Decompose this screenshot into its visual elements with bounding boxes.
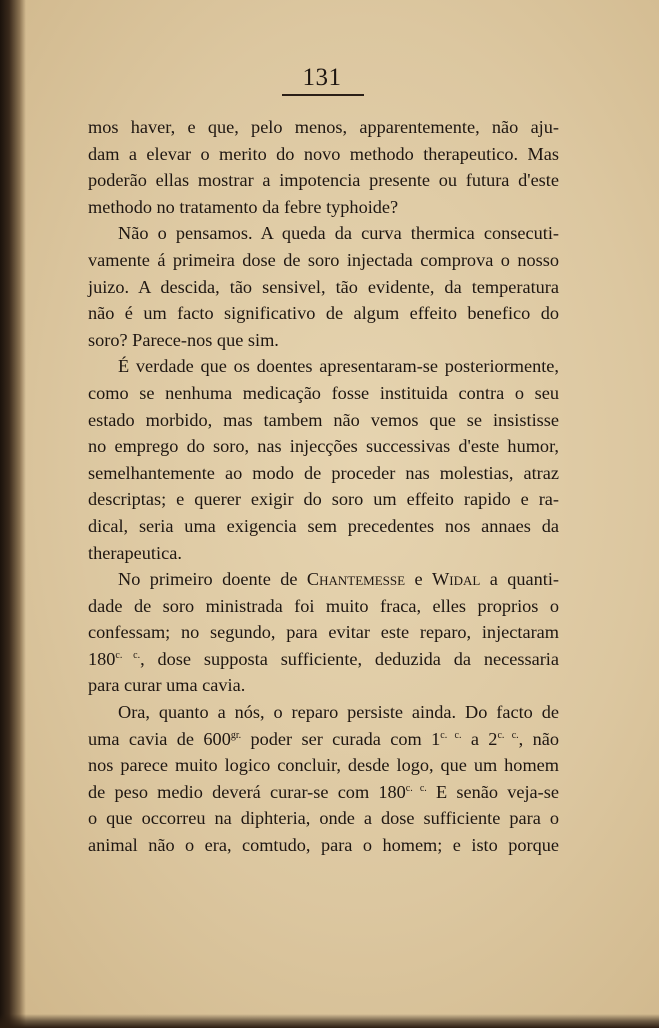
author-name-widal: Widal xyxy=(431,569,481,590)
text-line: como se nenhuma medicação fosse instituida contra o seu xyxy=(88,382,559,403)
paragraph-2 xyxy=(88,220,559,353)
paragraph-4 xyxy=(88,566,559,699)
text-line: É verdade que os doentes apresentaram-se posteriormente, xyxy=(118,356,559,377)
text-line: Ora, quanto a nós, o reparo persiste ainda. Do facto de xyxy=(118,702,559,723)
text-line: dical, seria uma exigencia sem precedentes nos annaes da xyxy=(88,515,559,536)
page-number-rule xyxy=(282,94,364,96)
page-number: 131 xyxy=(302,64,342,91)
text-span: , dose supposta sufficiente, deduzida da necessaria xyxy=(140,648,559,669)
text-line: estado morbido, mas tambem não vemos que se insistisse xyxy=(88,409,559,430)
page-bottom-edge xyxy=(0,1014,659,1028)
text-line: soro? Parece-nos que sim. xyxy=(88,329,279,350)
text-line: descriptas; e querer exigir do soro um effeito rapido e ra- xyxy=(88,489,559,510)
text-span: e xyxy=(414,569,423,590)
text-line: nos parece muito logico concluir, desde logo, que um homem xyxy=(88,755,559,776)
text-line: mos haver, e que, pelo menos, apparentemente, não aju- xyxy=(88,117,559,137)
text-line: Não o pensamos. A queda da curva thermica consecuti- xyxy=(118,223,559,244)
unit-superscript: c. c. xyxy=(405,782,427,794)
text-line: therapeutica. xyxy=(88,542,182,563)
text-line: dam a elevar o merito do novo methodo therapeutico. Mas xyxy=(88,143,559,164)
text-span: No primeiro doente de xyxy=(118,569,298,590)
text-line: para curar uma cavia. xyxy=(88,675,246,696)
text-line xyxy=(88,646,559,673)
text-line: juizo. A descida, tão sensivel, tão evidente, da temperatura xyxy=(88,276,559,297)
text-line: dade de soro ministrada foi muito fraca, elles proprios o xyxy=(88,595,559,616)
body-text xyxy=(88,114,559,859)
text-span: uma cavia de 600 xyxy=(88,728,231,749)
text-line: confessam; no segundo, para evitar este reparo, injectaram xyxy=(88,622,559,643)
paragraph-5 xyxy=(88,699,559,859)
text-span: a quanti- xyxy=(489,569,559,590)
book-gutter-shadow xyxy=(0,0,26,1028)
text-line xyxy=(88,566,559,593)
text-line: vamente á primeira dose de soro injectada comprova o nosso xyxy=(88,249,559,270)
text-line: methodo no tratamento da febre typhoide? xyxy=(88,196,399,217)
text-line: o que occorreu na diphteria, onde a dose sufficiente para o xyxy=(88,808,559,829)
text-line: semelhantemente ao modo de proceder nas molestias, atraz xyxy=(88,462,559,483)
text-line xyxy=(88,779,559,806)
author-name-chantemesse: Chantemesse xyxy=(306,569,406,590)
text-line xyxy=(88,726,559,753)
unit-superscript: c. c. xyxy=(497,729,519,741)
dose-number: 180 xyxy=(88,648,116,669)
text-line: animal não o era, comtudo, para o homem; e isto porque xyxy=(88,835,559,856)
text-span: de peso medio deverá curar-se com 180 xyxy=(88,781,406,802)
text-line: poderão ellas mostrar a impotencia presente ou futura d'este xyxy=(88,170,559,191)
unit-superscript: c. c. xyxy=(440,729,462,741)
unit-superscript: gr. xyxy=(230,729,242,741)
text-span: E senão veja-se xyxy=(426,781,559,802)
text-span: poder ser curada com 1 xyxy=(241,728,441,749)
text-line: no emprego do soro, nas injecções successivas d'este humor, xyxy=(88,436,559,457)
paragraph-1 xyxy=(88,114,559,220)
text-line: não é um facto significativo de algum effeito benefico do xyxy=(88,303,559,324)
text-span: , não xyxy=(518,728,559,749)
paragraph-3 xyxy=(88,353,559,566)
text-span: a 2 xyxy=(461,728,498,749)
unit-superscript: c. c. xyxy=(115,649,141,661)
